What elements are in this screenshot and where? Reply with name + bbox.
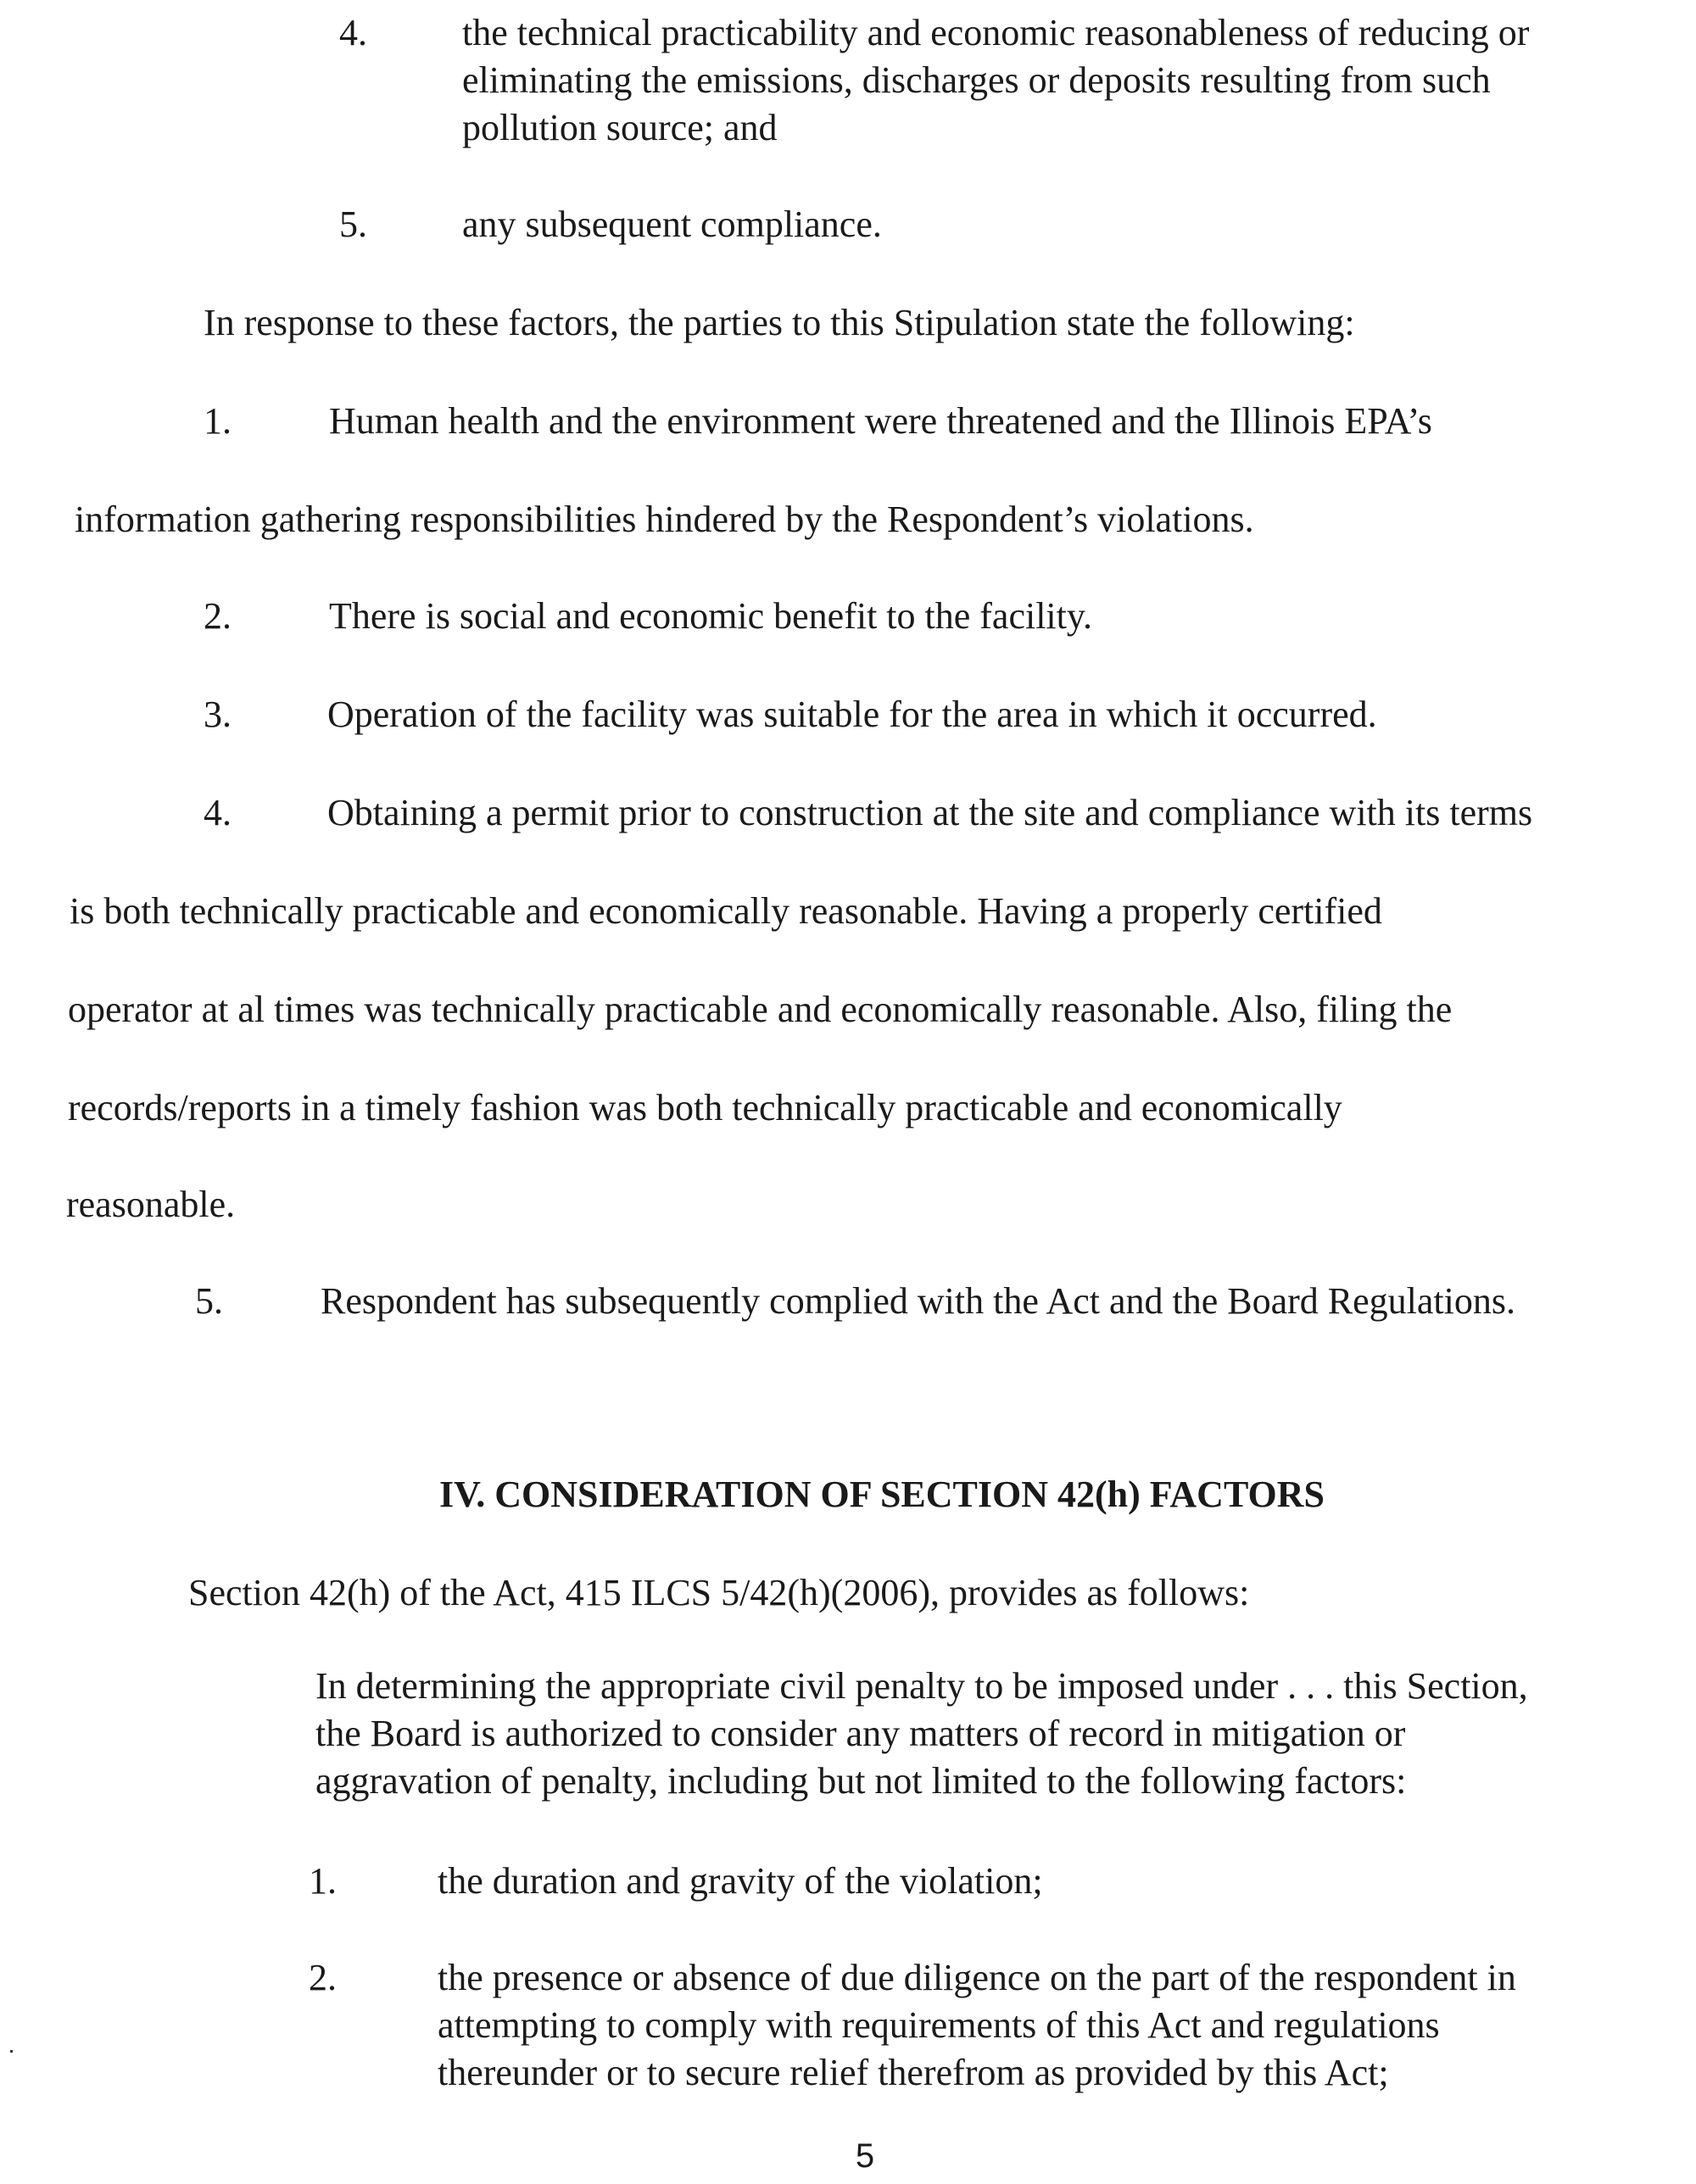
- quote-line: the Board is authorized to consider any matters of record in mitigation or: [315, 1713, 1406, 1754]
- scan-speck: [10, 2050, 13, 2053]
- response-4-continuation: reasonable.: [66, 1184, 236, 1225]
- text-line: attempting to comply with requirements of this Act and regulations: [438, 2004, 1440, 2046]
- text-line: eliminating the emissions, discharges or deposits resulting from such: [462, 59, 1491, 101]
- intro-paragraph: In response to these factors, the parties to this Stipulation state the following:: [204, 302, 1355, 343]
- section-heading-text: IV. CONSIDERATION OF SECTION 42(h) FACTORS: [439, 1474, 1325, 1515]
- quote-line: In determining the appropriate civil penalty to be imposed under . . . this Section,: [315, 1665, 1528, 1707]
- response-3-text: Operation of the facility was suitable for the area in which it occurred.: [327, 694, 1377, 735]
- top-list-number-5: 5.: [339, 203, 367, 245]
- response-2-text: There is social and economic benefit to the facility.: [329, 595, 1093, 637]
- top-list-number-4: 4.: [339, 12, 367, 53]
- quote-line: aggravation of penalty, including but not limited to the following factors:: [315, 1760, 1407, 1802]
- page-number: [0, 2133, 1696, 2179]
- text-line: the presence or absence of due diligence on the part of the respondent in: [438, 1957, 1516, 1998]
- factor-1-text: the duration and gravity of the violation;: [438, 1860, 1043, 1902]
- text-line: pollution source; and: [462, 107, 778, 148]
- response-number-2: 2.: [204, 595, 232, 637]
- response-number-4: 4.: [204, 792, 232, 833]
- factor-number-2: 2.: [309, 1957, 337, 1998]
- response-4-continuation: records/reports in a timely fashion was both technically practicable and economically: [68, 1087, 1342, 1128]
- response-number-1: 1.: [204, 400, 232, 442]
- text-line: the technical practicability and economic reasonableness of reducing or: [462, 12, 1530, 53]
- page-number-text: 5: [855, 2137, 875, 2175]
- response-4-continuation: is both technically practicable and economically reasonable. Having a properly certified: [70, 890, 1382, 932]
- response-5-text: Respondent has subsequently complied with the Act and the Board Regulations.: [321, 1280, 1515, 1322]
- response-1-continuation: information gathering responsibilities hindered by the Respondent’s violations.: [75, 499, 1254, 540]
- response-1-first-line: Human health and the environment were threatened and the Illinois EPA’s: [329, 400, 1432, 442]
- top-list-item-5: any subsequent compliance.: [462, 203, 882, 245]
- factor-number-1: 1.: [309, 1860, 337, 1902]
- response-4-first-line: Obtaining a permit prior to construction at the site and compliance with its terms: [327, 792, 1533, 833]
- section-intro: Section 42(h) of the Act, 415 ILCS 5/42(h)(2006), provides as follows:: [188, 1572, 1250, 1613]
- response-number-5: 5.: [195, 1280, 223, 1322]
- response-number-3: 3.: [204, 694, 232, 735]
- response-4-continuation: operator at al times was technically practicable and economically reasonable. Also, filing the: [68, 989, 1453, 1030]
- text-line: thereunder or to secure relief therefrom as provided by this Act;: [438, 2052, 1389, 2093]
- section-heading: [0, 1472, 1696, 1518]
